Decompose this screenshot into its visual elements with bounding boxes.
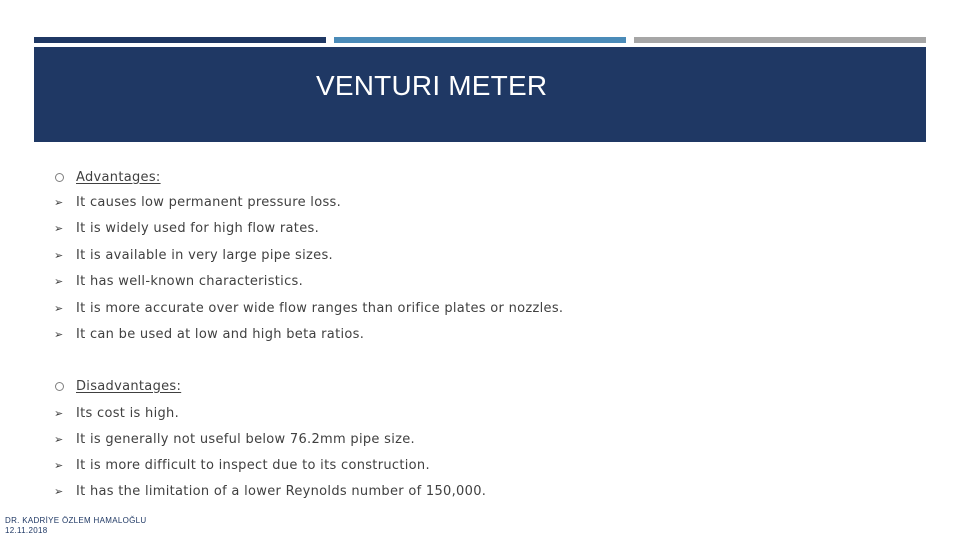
disadvantages-heading-row <box>54 376 181 396</box>
arrowhead-icon: ➢ <box>54 406 64 420</box>
disadvantage-item: It is generally not useful below 76.2mm pipe size. <box>76 431 415 447</box>
advantage-item: It is available in very large pipe sizes. <box>76 247 333 263</box>
arrowhead-icon: ➢ <box>54 248 64 262</box>
list-item <box>54 455 430 475</box>
list-item <box>54 324 364 344</box>
slide-footer <box>5 516 146 536</box>
disadvantage-item: Its cost is high. <box>76 405 180 421</box>
hollow-circle-icon <box>54 382 76 391</box>
list-item <box>54 271 303 291</box>
advantages-heading-row <box>54 167 161 187</box>
disadvantage-item: It has the limitation of a lower Reynolds number of 150,000. <box>76 483 487 499</box>
arrowhead-icon: ➢ <box>54 327 64 341</box>
list-item <box>54 429 415 449</box>
arrowhead-icon: ➢ <box>54 301 64 315</box>
arrowhead-icon: ➢ <box>54 195 64 209</box>
disadvantage-item: It is more difficult to inspect due to its construction. <box>76 457 430 473</box>
advantage-item: It has well-known characteristics. <box>76 273 304 289</box>
arrowhead-icon: ➢ <box>54 432 64 446</box>
list-item <box>54 192 341 212</box>
arrowhead-icon: ➢ <box>54 484 64 498</box>
advantage-item: It causes low permanent pressure loss. <box>76 194 342 210</box>
hollow-circle-icon <box>54 173 76 182</box>
footer-author: DR. KADRİYE ÖZLEM HAMALOĞLU <box>5 516 147 525</box>
accent-bar-dark <box>34 37 326 43</box>
list-item <box>54 245 333 265</box>
slide-title: VENTURI METER <box>316 70 548 101</box>
list-item <box>54 403 179 423</box>
advantages-heading: Advantages: <box>76 169 161 185</box>
advantage-item: It is more accurate over wide flow ranges than orifice plates or nozzles. <box>76 300 564 316</box>
list-item <box>54 218 319 238</box>
advantage-item: It is widely used for high flow rates. <box>76 220 320 236</box>
arrowhead-icon: ➢ <box>54 221 64 235</box>
list-item <box>54 481 486 501</box>
arrowhead-icon: ➢ <box>54 274 64 288</box>
advantage-item: It can be used at low and high beta ratios. <box>76 326 365 342</box>
arrowhead-icon: ➢ <box>54 458 64 472</box>
list-item <box>54 298 563 318</box>
accent-bar-gray <box>634 37 926 43</box>
accent-bar-blue <box>334 37 626 43</box>
footer-date: 12.11.2018 <box>5 526 48 535</box>
disadvantages-heading: Disadvantages: <box>76 378 182 394</box>
